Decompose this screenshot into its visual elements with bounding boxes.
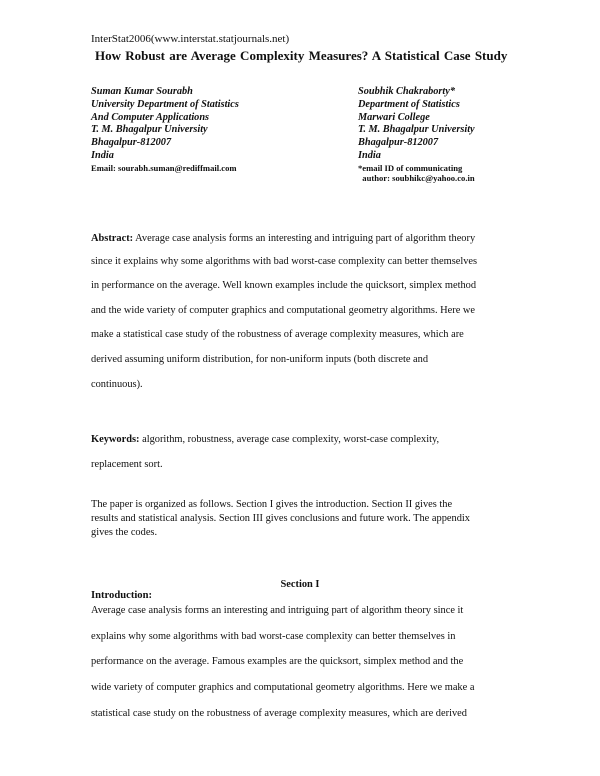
subsection-heading: Introduction: [91,590,153,601]
paper-title: How Robust are Average Complexity Measures? A Statistical Case Study [95,48,508,63]
abstract-line: in performance on the average. Well known examples include the quicksort, simplex method [91,280,477,291]
paragraph-line: statistical case study on the robustness of average complexity measures, which are derived [91,708,467,719]
abstract-line [91,233,475,244]
author-email: Email: sourabh.suman@rediffmail.com [91,162,237,173]
paragraph-line: performance on the average. Famous examples are the quicksort, simplex method and the [91,656,464,667]
paragraph-line: results and statistical analysis. Section III gives conclusions and future work. The appendix [91,513,470,524]
abstract-line: since it explains why some algorithms with bad worst-case complexity can better themselves [91,256,478,267]
keywords-text: algorithm, robustness, average case complexity, worst-case complexity, [139,434,440,445]
keywords-label: Keywords: [91,434,140,445]
author-name: Soubhik Chakraborty* [358,86,455,97]
author-affiliation-line: T. M. Bhagalpur University [91,124,208,136]
paragraph-line: wide variety of computer graphics and computational geometry algorithms. Here we make a [91,682,475,693]
author-block-2 [358,86,475,183]
keywords-line [91,434,439,445]
section-heading: Section I [280,579,320,590]
author-affiliation-line: India [91,149,114,161]
author-affiliation-line: University Department of Statistics [91,98,239,110]
keywords-line: replacement sort. [91,459,163,470]
author-affiliation-line: India [358,149,381,161]
journal-header: InterStat2006(www.interstat.statjournals.net) [91,33,290,45]
author-affiliation-line: Bhagalpur-812007 [91,137,172,149]
author-email-note: *email ID of communicating [358,162,463,173]
author-block-1 [91,86,239,173]
paragraph-line: Average case analysis forms an interesting and intriguing part of algorithm theory since it [91,605,464,616]
author-affiliation-line: Marwari College [358,111,430,123]
abstract-line: make a statistical case study of the robustness of average complexity measures, which are [91,329,464,340]
paragraph-line: The paper is organized as follows. Section I gives the introduction. Section II gives the [91,499,453,510]
abstract-line: derived assuming uniform distribution, for non-uniform inputs (both discrete and [91,354,429,365]
author-email: author: soubhikc@yahoo.co.in [358,172,475,183]
paragraph-line: gives the codes. [91,527,158,538]
author-affiliation-line: Bhagalpur-812007 [358,137,439,149]
author-affiliation-line: And Computer Applications [91,111,210,123]
paragraph-line: explains why some algorithms with bad worst-case complexity can better themselves in [91,631,456,642]
author-affiliation-line: Department of Statistics [358,98,460,110]
author-affiliation-line: T. M. Bhagalpur University [358,124,475,136]
author-name: Suman Kumar Sourabh [91,86,193,97]
abstract-line: continuous). [91,379,143,390]
abstract-text: Average case analysis forms an interesting and intriguing part of algorithm theory [133,233,476,244]
abstract-line: and the wide variety of computer graphics and computational geometry algorithms. Here we [91,305,476,316]
abstract-label: Abstract: [91,233,134,244]
